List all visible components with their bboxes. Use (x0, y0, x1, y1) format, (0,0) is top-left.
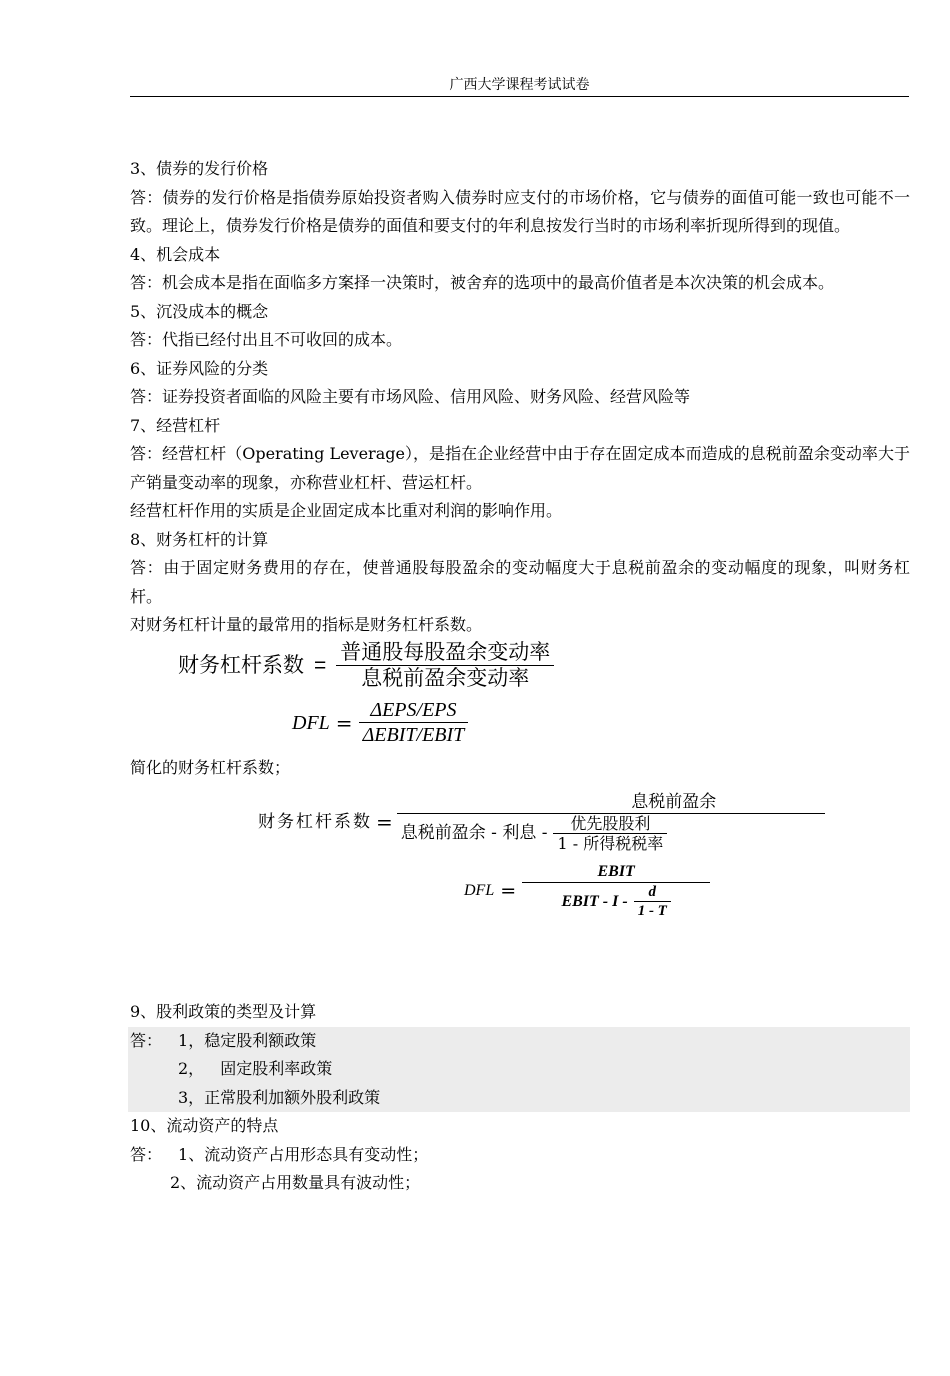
answer-10-prefix: 答： (130, 1144, 163, 1164)
question-3: 3、债券的发行价格 (130, 159, 269, 178)
answer-9-item-2-text: 固定股利率政策 (220, 1059, 333, 1078)
answer-7-note: 经营杠杆作用的实质是企业固定成本比重对利润的影响作用。 (130, 501, 563, 520)
answer-9-prefix: 答： (130, 1030, 163, 1050)
answer-8-simplified: 简化的财务杠杆系数； (130, 757, 291, 777)
formula-dfl-simplified-chinese (258, 790, 910, 854)
formula4-inner-denominator: 1 - T (637, 903, 667, 919)
formula4-numerator: EBIT (597, 863, 635, 880)
answer-9-item-1 (130, 1027, 910, 1056)
formula2-lhs: DFL (292, 711, 330, 734)
formula3-den-prefix: 息税前盈余 - 利息 - (400, 822, 548, 843)
formula3-lhs: 财务杠杆系数 (258, 811, 372, 832)
formula3-inner-numerator: 优先股股利 (570, 813, 651, 833)
formula1-denominator: 息税前盈余变动率 (361, 667, 530, 690)
answer-3: 答：债券的发行价格是指债券原始投资者购入债券时应支付的市场价格，它与债券的面值可能一致也可能不一致。理论上，债券发行价格是债券的面值和要支付的年利息按发行当时的市场利率折现所得到的现值。 (130, 187, 910, 235)
formula2-fraction (359, 698, 469, 747)
formula1-equals: = (314, 654, 327, 677)
question-8: 8、财务杠杆的计算 (130, 529, 269, 549)
formula1-numerator: 普通股每股盈余变动率 (340, 641, 551, 664)
formula-dfl-simplified-ebit (464, 860, 910, 922)
formula4-equals: = (500, 880, 517, 902)
formula-dfl-eps (292, 694, 910, 752)
formula4-denominator (557, 883, 674, 920)
formula3-inner-fraction (553, 814, 667, 853)
answer-9-item-3: 3，正常股利加额外股利政策 (178, 1087, 381, 1107)
header-rule (130, 96, 909, 97)
formula-dfl-chinese (178, 640, 910, 692)
question-6: 6、证券风险的分类 (130, 358, 269, 378)
answer-8: 答：由于固定财务费用的存在，使普通股每股盈余的变动幅度大于息税前盈余的变动幅度的现象，叫财务杠杆。 (130, 558, 910, 606)
spacer (130, 922, 910, 998)
formula4-den-prefix: EBIT - I - (561, 892, 628, 910)
question-4: 4、机会成本 (130, 244, 221, 264)
formula1-fraction (336, 640, 554, 691)
formula1-lhs: 财务杠杆系数 (178, 654, 304, 677)
formula4-inner-numerator: d (648, 884, 657, 900)
question-7: 7、经营杠杆 (130, 415, 221, 435)
answer-4: 答：机会成本是指在面临多方案择一决策时，被舍弃的选项中的最高价值者是本次决策的机会成本。 (130, 273, 835, 292)
question-10: 10、流动资产的特点 (130, 1116, 279, 1135)
answer-10-item-1-text: 1、流动资产占用形态具有变动性； (178, 1144, 429, 1164)
answer-6: 答：证券投资者面临的风险主要有市场风险、信用风险、财务风险、经营风险等 (130, 387, 691, 406)
answer-5: 答：代指已经付出且不可收回的成本。 (130, 330, 403, 349)
question-5: 5、沉没成本的概念 (130, 301, 269, 321)
formula4-inner-fraction (634, 883, 671, 920)
answer-9-item-1-text: 1，稳定股利额政策 (178, 1030, 317, 1050)
formula2-equals: = (335, 710, 353, 735)
formula3-fraction (397, 792, 825, 853)
formula4-lhs: DFL (464, 882, 495, 899)
answer-7: 答：经营杠杆（Operating Leverage），是指在企业经营中由于存在固定成本而造成的息税前盈余变动率大于产销量变动率的现象，亦称营业杠杆、营运杠杆。 (130, 444, 910, 492)
answer-10-item-1 (130, 1141, 910, 1170)
answer-9-block (128, 1027, 910, 1113)
formula2-denominator: ΔEBIT/EBIT (362, 724, 465, 746)
answer-10-item-2: 2、流动资产占用数量具有波动性； (170, 1173, 421, 1192)
page-header: 广西大学课程考试试卷 (449, 77, 590, 93)
document-body (130, 155, 910, 1198)
formula3-denominator (397, 814, 671, 853)
formula3-numerator: 息税前盈余 (631, 791, 717, 812)
formula3-inner-denominator: 1 - 所得税税率 (557, 833, 664, 853)
formula4-fraction (522, 862, 710, 920)
answer-9-item-2 (130, 1055, 910, 1084)
question-9: 9、股利政策的类型及计算 (130, 1002, 317, 1021)
formula2-numerator: ΔEPS/EPS (370, 699, 457, 721)
answer-9-item-2-num: 2， (178, 1059, 205, 1078)
formula3-equals: = (376, 809, 393, 834)
answer-8-note: 对财务杠杆计量的最常用的指标是财务杠杆系数。 (130, 615, 483, 634)
